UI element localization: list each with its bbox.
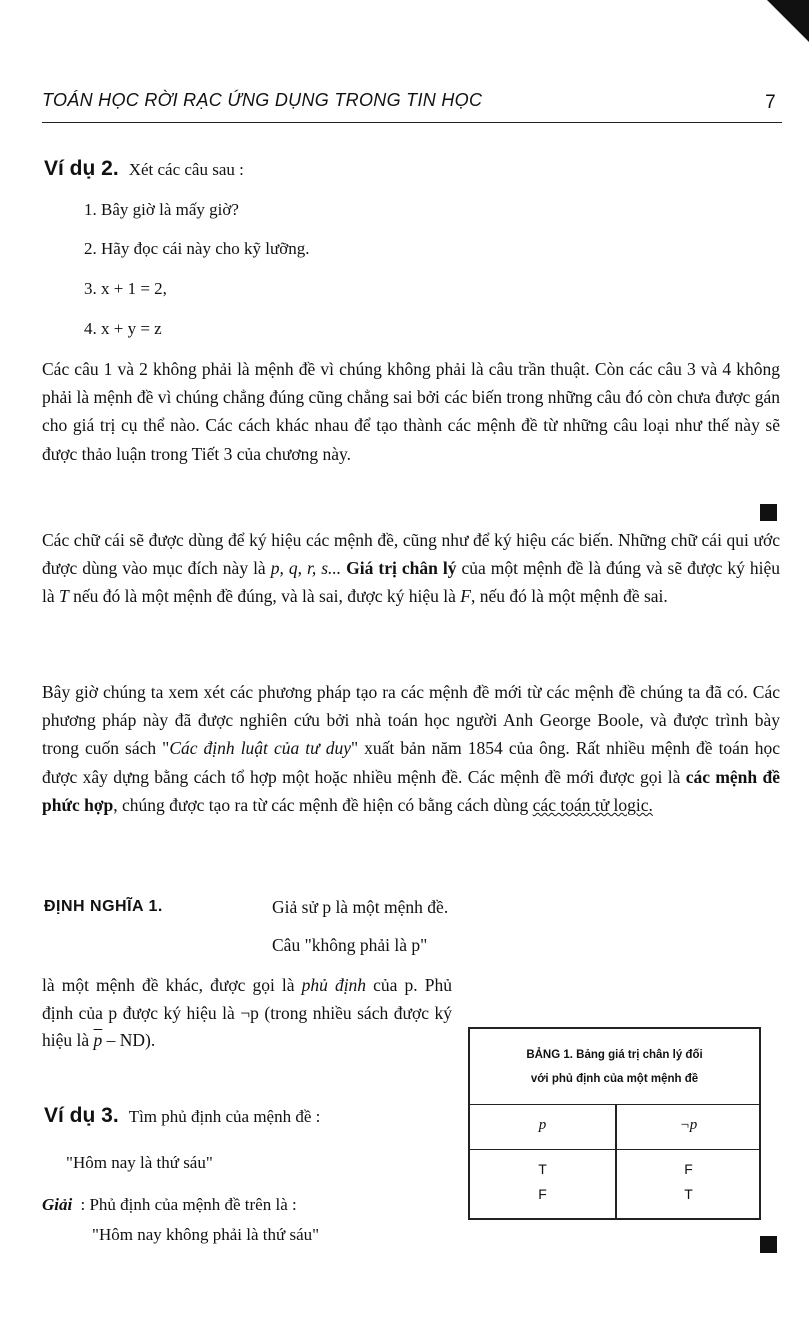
table-header-not-p: ¬p — [679, 1117, 698, 1133]
example-2-item-1: 1. Bây giờ là mấy giờ? — [84, 200, 239, 219]
def-body-pbar: $\overline{p}$ — [93, 1030, 103, 1050]
def-body-b: của p. Phủ định của p được ký hiệu là ¬p (trong nhiều sách được ký hiệu là — [42, 975, 452, 1050]
def-body-a: là một mệnh đề khác, được gọi là — [42, 975, 302, 995]
p3-book: Các định luật của tư duy — [169, 738, 351, 759]
page-number: 7 — [765, 92, 776, 113]
table-header-p: p — [538, 1117, 547, 1133]
table-cell-r1-c1: T — [538, 1161, 547, 1177]
p2-c: của một mệnh đề là đúng và sẽ được ký hiệu là — [42, 558, 781, 607]
p3-b: " xuất bản năm 1854 của ông. Rất nhiều mệnh đề toán học được xây dựng bằng cách tổ hợp một hoặc nhiều mệnh đề. Các mệnh đề mới được gọi là — [42, 738, 780, 787]
p2-T: T — [59, 586, 69, 607]
example-3-heading — [44, 1104, 320, 1128]
p2-bold-term: Giá trị chân lý — [346, 558, 457, 579]
example-2-title: Ví dụ 2. — [44, 157, 119, 180]
def-body-term: phủ định — [301, 975, 367, 995]
paragraph-2 — [42, 526, 780, 611]
example-2-item-2: 2. Hãy đọc cái này cho kỹ lưỡng. — [84, 239, 310, 258]
example-3-title: Ví dụ 3. — [44, 1104, 119, 1127]
p2-a: Các chữ cái sẽ được dùng để ký hiệu các mệnh đề, cũng như để ký hiệu các biến. Những chữ cái qui ước được dùng vào mục đích này là — [42, 530, 780, 579]
p2-vars: p, q, r, s... — [270, 558, 342, 579]
table-cell-r1-c2: F — [684, 1161, 693, 1177]
table-caption-line-2: với phủ định của một mệnh đề — [530, 1073, 699, 1085]
end-of-example-mark — [760, 504, 777, 521]
table-caption — [470, 1029, 759, 1105]
definition-1-body — [42, 972, 452, 1055]
example-3-statement: "Hôm nay là thứ sáu" — [66, 1153, 213, 1172]
example-3-intro: Tìm phủ định của mệnh đề : — [128, 1107, 321, 1126]
p3-a: Bây giờ chúng ta xem xét các phương pháp tạo ra các mệnh đề mới từ các mệnh đề chúng ta đã có. Các phương pháp này đã được nghiên cứu bởi nhà toán học người Anh George Boole, và được trình bày trong cuốn sách " — [42, 682, 780, 759]
definition-1-line-1: Giả sử p là một mệnh đề. — [272, 897, 449, 917]
def-body-c: – ND). — [102, 1030, 156, 1050]
p3-c: , chúng được tạo ra từ các mệnh đề hiện có bằng cách dùng — [113, 794, 533, 815]
solution-label: Giải — [42, 1195, 73, 1214]
truth-table-negation — [468, 1027, 761, 1220]
example-2-intro: Xét các câu sau : — [128, 160, 244, 179]
p2-e: , nếu đó là một mệnh đề sai. — [470, 586, 668, 607]
example-3-solution — [42, 1195, 297, 1215]
example-2-heading — [44, 157, 244, 181]
p2-F: F — [460, 586, 471, 607]
paragraph-1-text: Các câu 1 và 2 không phải là mệnh đề vì chúng không phải là câu trần thuật. Còn các câu 3 và 4 không phải là mệnh đề vì chúng chẳng đúng cũng chẳng sai bởi các biến trong những câu đó còn chưa được gán cho giá trị cụ thể nào. Các cách khác nhau để tạo thành các mệnh đề từ những câu loại như thế này sẽ được thảo luận trong Tiết 3 của chương này. — [42, 359, 780, 464]
p3-bold-term: các mệnh đề phức hợp — [42, 766, 780, 815]
paragraph-1 — [42, 355, 780, 468]
paragraph-3 — [42, 678, 780, 819]
table-cell-r2-c1: F — [538, 1186, 547, 1202]
p2-d: nếu đó là một mệnh đề đúng, và là sai, được ký hiệu là — [68, 586, 461, 607]
table-caption-line-1: BẢNG 1. Bảng giá trị chân lý đối — [526, 1049, 703, 1061]
example-2-item-3: 3. x + 1 = 2, — [84, 279, 167, 298]
definition-1-label: ĐỊNH NGHĨA 1. — [44, 898, 163, 915]
page-corner-mark — [767, 0, 809, 42]
definition-1-line-2: Câu "không phải là p" — [272, 935, 428, 955]
end-of-example-3-mark — [760, 1236, 777, 1253]
solution-text: : Phủ định của mệnh đề trên là : — [80, 1195, 297, 1214]
p3-underlined: các toán tử logic. — [532, 794, 653, 815]
example-3-solution-statement: "Hôm nay không phải là thứ sáu" — [92, 1225, 320, 1244]
example-2-item-4: 4. x + y = z — [84, 319, 162, 338]
running-title: TOÁN HỌC RỜI RẠC ỨNG DỤNG TRONG TIN HỌC — [42, 90, 483, 110]
table-cell-r2-c2: T — [684, 1186, 693, 1202]
running-header — [42, 88, 782, 123]
